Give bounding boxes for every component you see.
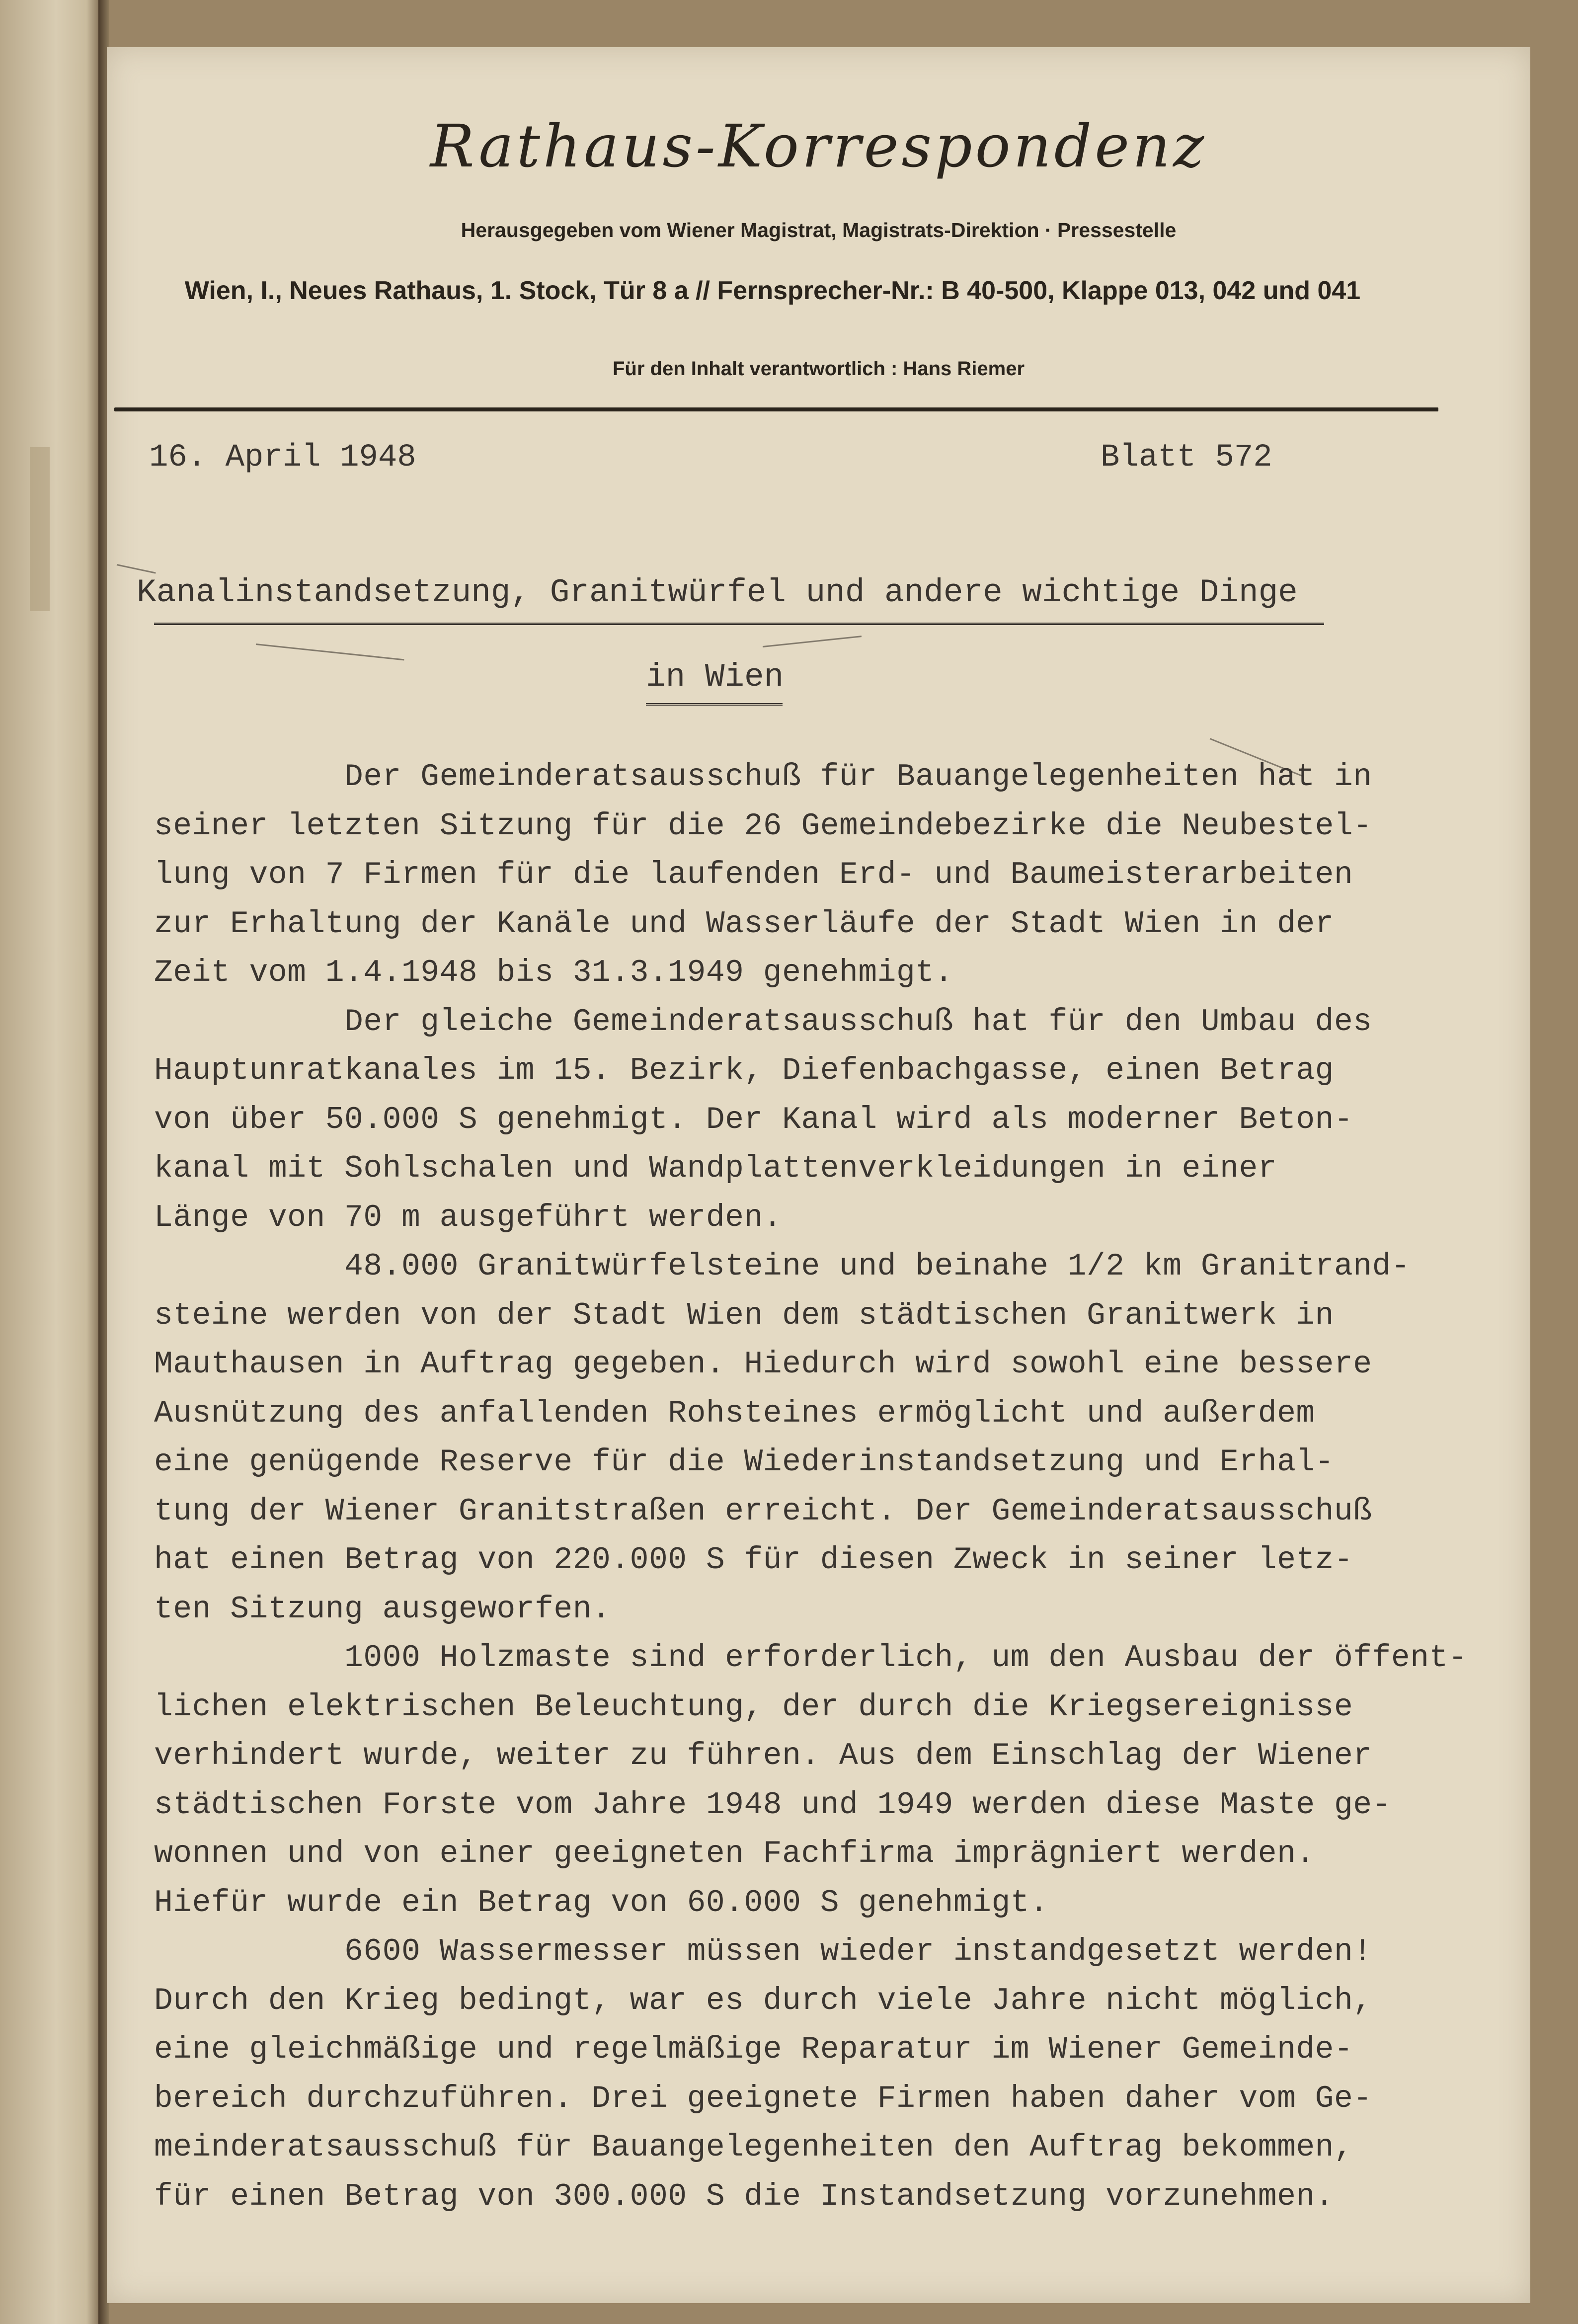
pencil-mark [763,636,862,647]
headline-line-1: Kanalinstandsetzung, Granitwürfel und andere wichtige Dinge [137,574,1298,611]
body-line: 6600 Wassermesser müssen wieder instandgesetzt werden! [154,1934,1372,1969]
pencil-mark [117,564,156,574]
body-line: von über 50.000 S genehmigt. Der Kanal wird als moderner Beton- [154,1102,1353,1137]
left-facing-page [0,0,102,2324]
body-line: Hiefür wurde ein Betrag von 60.000 S genehmigt. [154,1885,1049,1921]
body-line: Der gleiche Gemeinderatsausschuß hat für den Umbau des [154,1004,1372,1040]
body-line: Zeit vom 1.4.1948 bis 31.3.1949 genehmigt. [154,955,953,990]
body-line: wonnen und von einer geeigneten Fachfirma imprägniert werden. [154,1836,1315,1871]
body-line: lung von 7 Firmen für die laufenden Erd- und Baumeisterarbeiten [154,857,1353,892]
body-line: eine gleichmäßige und regelmäßige Reparatur im Wiener Gemeinde- [154,2032,1353,2067]
body-line: 48.000 Granitwürfelsteine und beinahe 1/2 km Granitrand- [154,1249,1411,1284]
body-line: ten Sitzung ausgeworfen. [154,1591,611,1627]
body-line: Länge von 70 m ausgeführt werden. [154,1200,783,1235]
masthead-rule [114,407,1438,411]
pencil-mark [256,643,404,660]
headline-underline-2 [646,703,783,709]
body-line: bereich durchzuführen. Drei geeignete Firmen haben daher vom Ge- [154,2081,1372,2116]
article-body [154,753,1467,2221]
body-line: tung der Wiener Granitstraßen erreicht. Der Gemeinderatsausschuß [154,1493,1372,1529]
body-line: kanal mit Sohlschalen und Wandplattenverkleidungen in einer [154,1151,1277,1186]
body-line: lichen elektrischen Beleuchtung, der durch die Kriegsereignisse [154,1689,1353,1725]
masthead-responsible: Für den Inhalt verantwortlich : Hans Riemer [612,358,1025,380]
body-line: Ausnützung des anfallenden Rohsteines ermöglicht und außerdem [154,1395,1315,1431]
body-line: meinderatsausschuß für Bauangelegenheiten den Auftrag bekommen, [154,2130,1353,2165]
masthead-publisher: Herausgegeben vom Wiener Magistrat, Magistrats-Direktion · Pressestelle [461,219,1177,241]
sheet-number: Blatt 572 [1101,440,1272,476]
body-line: zur Erhaltung der Kanäle und Wasserläufe der Stadt Wien in der [154,906,1334,942]
body-line: steine werden von der Stadt Wien dem städtischen Granitwerk in [154,1297,1334,1333]
document-page [107,47,1530,2303]
masthead-title: Rathaus-Korrespondenz [430,112,1207,180]
headline-underline [154,623,1324,628]
body-line: 1000 Holzmaste sind erforderlich, um den Ausbau der öffent- [154,1640,1468,1676]
issue-date: 16. April 1948 [149,440,416,476]
headline-line-2: in Wien [646,658,784,696]
masthead-address: Wien, I., Neues Rathaus, 1. Stock, Tür 8 a // Fernsprecher-Nr.: B 40-500, Klappe 013, 042 und 041 [184,276,1361,305]
body-line: Durch den Krieg bedingt, war es durch viele Jahre nicht möglich, [154,1983,1372,2018]
body-line: für einen Betrag von 300.000 S die Instandsetzung vorzunehmen. [154,2178,1334,2214]
body-line: städtischen Forste vom Jahre 1948 und 1949 werden diese Maste ge- [154,1787,1391,1823]
body-line: verhindert wurde, weiter zu führen. Aus dem Einschlag der Wiener [154,1738,1372,1773]
left-page-fragment [30,447,50,611]
body-line: eine genügende Reserve für die Wiederinstandsetzung und Erhal- [154,1444,1334,1480]
body-line: seiner letzten Sitzung für die 26 Gemeindebezirke die Neubestel- [154,808,1372,844]
body-line: Hauptunratkanales im 15. Bezirk, Diefenbachgasse, einen Betrag [154,1053,1334,1088]
body-line: Der Gemeinderatsausschuß für Bauangelegenheiten hat in [154,759,1372,795]
body-line: hat einen Betrag von 220.000 S für diesen Zweck in seiner letz- [154,1542,1353,1578]
body-line: Mauthausen in Auftrag gegeben. Hiedurch wird sowohl eine bessere [154,1347,1372,1382]
